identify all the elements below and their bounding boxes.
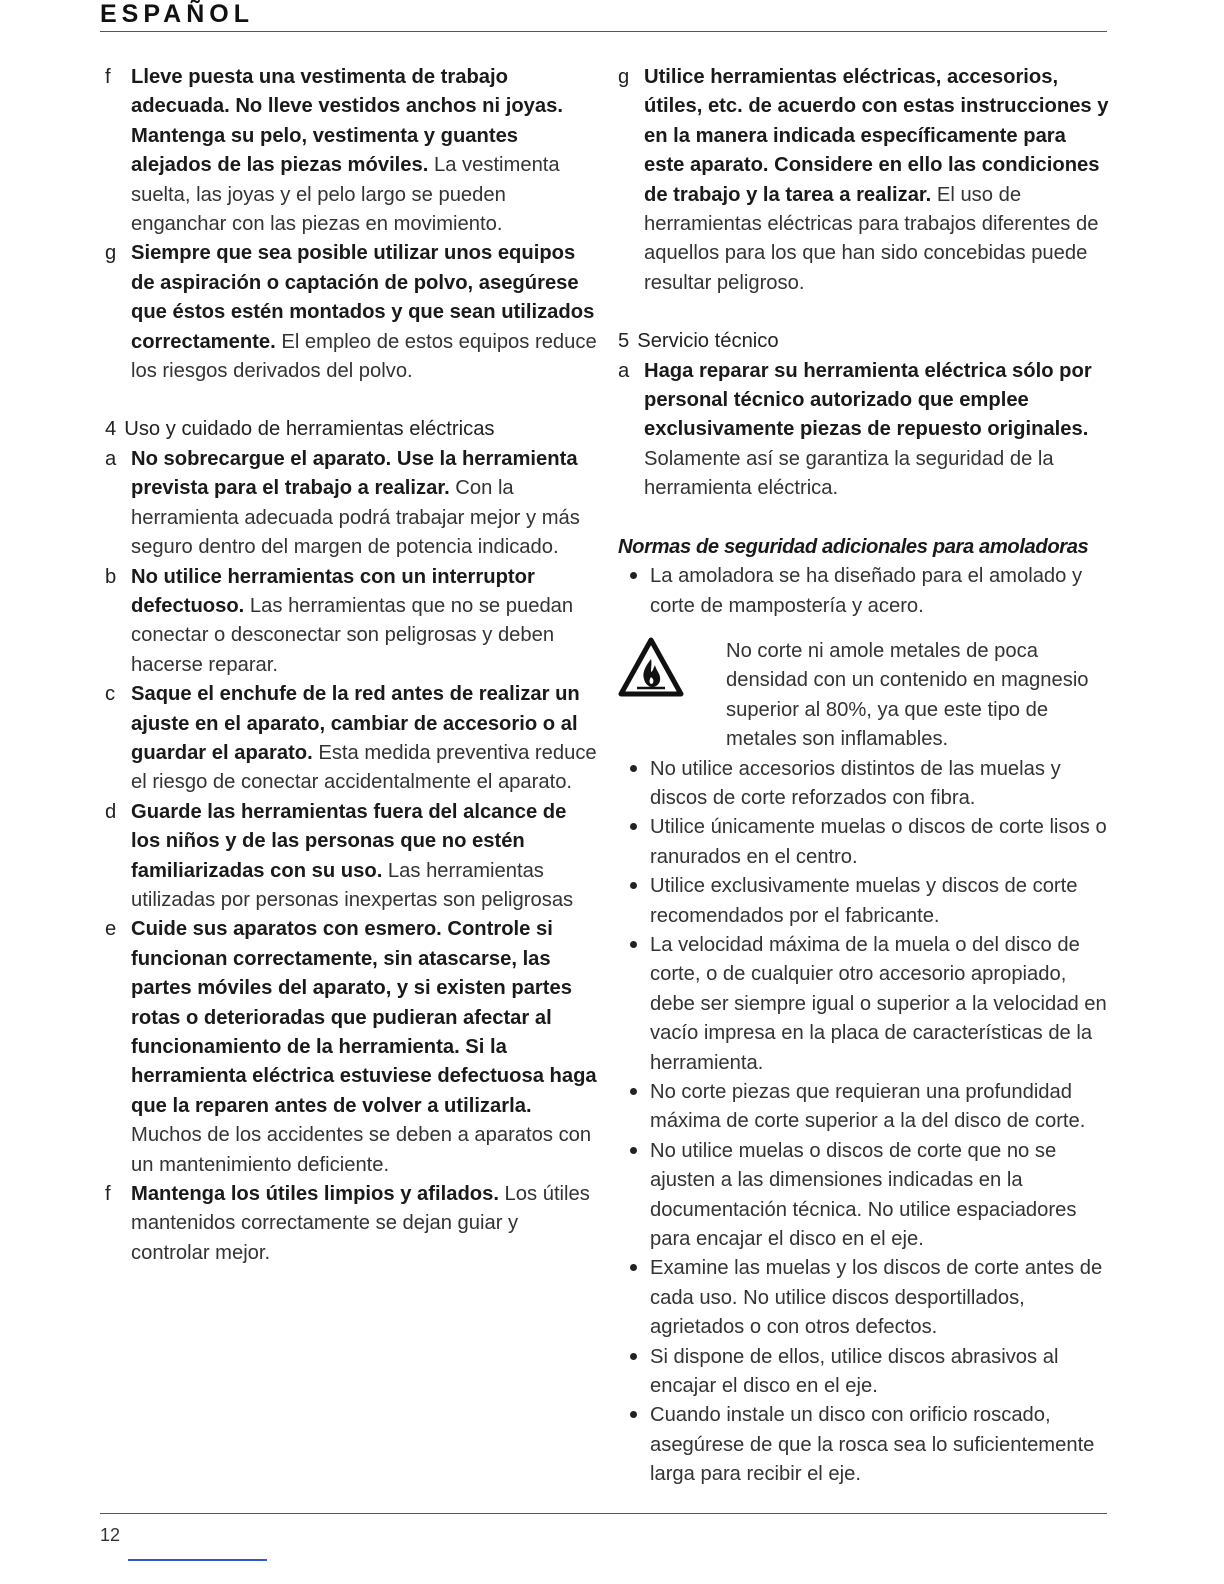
item-letter: a: [105, 447, 117, 470]
item-normal-text: Las herramientas utilizadas por personas inexpertas son peligrosas: [131, 859, 574, 911]
safety-item-a: [105, 445, 600, 563]
bullet-text: No utilice accesorios distintos de las muelas y discos de corte reforzados con fibra.: [650, 757, 1061, 809]
bullet-dot-icon: [630, 1353, 637, 1360]
bullet-text: No corte piezas que requieran una profundidad máxima de corte superior a la del disco de corte.: [650, 1081, 1086, 1133]
item-bold-text: Siempre que sea posible utilizar unos equipos de aspiración o captación de polvo, asegúrese que éstos estén montados y que sean utilizados correctamente.: [131, 242, 595, 353]
flammable-warning-icon: [618, 637, 684, 697]
item-bold-text: Guarde las herramientas fuera del alcance de los niños y de las personas que no estén familiarizadas con su uso.: [131, 800, 567, 882]
section-heading-5: [618, 327, 1110, 356]
bullet-item: [618, 813, 1110, 872]
safety-item-g-right: [618, 63, 1110, 298]
item-letter: d: [105, 800, 117, 823]
bullet-text: Utilice únicamente muelas o discos de corte lisos o ranurados en el centro.: [650, 816, 1107, 868]
item-normal-text: Con la herramienta adecuada podrá trabajar mejor y más seguro dentro del margen de potencia indicado.: [131, 477, 580, 559]
safety-item-c: [105, 680, 600, 798]
safety-item-f: [105, 63, 600, 239]
bullet-text: No utilice muelas o discos de corte que no se ajusten a las dimensiones indicadas en la documentación técnica. No utilice espaciadores para encajar el disco en el eje.: [650, 1139, 1077, 1251]
safety-item-g: [105, 239, 600, 386]
safety-item-b: [105, 563, 600, 681]
item-bold-text: Lleve puesta una vestimenta de trabajo adecuada. No lleve vestidos anchos ni joyas. Mantenga su pelo, vestimenta y guantes alejados de las piezas móviles.: [131, 66, 563, 177]
item-bold-text: Saque el enchufe de la red antes de realizar un ajuste en el aparato, cambiar de accesorio o al guardar el aparato.: [131, 683, 580, 764]
header-divider: [100, 31, 1107, 32]
bullet-item: [618, 1078, 1110, 1137]
item-bold-text: Haga reparar su herramienta eléctrica sólo por personal técnico autorizado que emplee exclusivamente piezas de repuesto originales.: [644, 359, 1092, 441]
bullet-dot-icon: [630, 572, 637, 579]
bullet-dot-icon: [630, 1264, 637, 1271]
footer-divider: [100, 1513, 1107, 1514]
page-number: 12: [100, 1525, 121, 1545]
item-letter: b: [105, 565, 117, 588]
bullet-dot-icon: [630, 1147, 637, 1154]
section-number: 5: [618, 330, 630, 353]
item-bold-text: No utilice herramientas con un interruptor defectuoso.: [131, 565, 535, 617]
bullet-dot-icon: [630, 941, 637, 948]
page-header-title: ESPAÑOL: [100, 0, 254, 28]
bullet-text: La amoladora se ha diseñado para el amolado y corte de mampostería y acero.: [650, 565, 1083, 617]
warning-block: [618, 637, 1110, 755]
item-bold-text: Cuide sus aparatos con esmero. Controle si funcionan correctamente, sin atascarse, las partes móviles del aparato, y si existen partes rotas o deterioradas que pudieran afectar al funcionamiento de la herramienta. Si la herramienta eléctrica estuviese defectuosa haga que la reparen antes de volver a utilizarla.: [131, 918, 597, 1117]
safety-item-e: [105, 915, 600, 1180]
bullet-dot-icon: [630, 1088, 637, 1095]
bullet-text: Si dispone de ellos, utilice discos abrasivos al encajar el disco en el eje.: [650, 1345, 1059, 1398]
safety-item-f2: [105, 1180, 600, 1268]
item-letter: g: [618, 66, 630, 88]
footer-link-underline: [128, 1559, 267, 1561]
bullet-item: [618, 1343, 1110, 1402]
item-normal-text: Solamente así se garantiza la seguridad de la herramienta eléctrica.: [644, 447, 1054, 500]
right-column: [618, 63, 1110, 1490]
safety-item-a-right: [618, 357, 1110, 504]
bullet-item: [618, 872, 1110, 931]
item-letter: f: [105, 1183, 111, 1206]
section-number: 4: [105, 418, 117, 441]
bullet-text: Cuando instale un disco con orificio roscado, asegúrese de que la rosca sea lo suficientemente larga para recibir el eje.: [650, 1404, 1095, 1486]
bullet-dot-icon: [630, 823, 637, 830]
item-normal-text: Muchos de los accidentes se deben a aparatos con un mantenimiento deficiente.: [131, 1124, 592, 1176]
item-normal-text: El uso de herramientas eléctricas para trabajos diferentes de aquellos para los que han sido concebidas puede resultar peligroso.: [644, 183, 1099, 294]
item-bold-text: Mantenga los útiles limpios y afilados.: [131, 1183, 499, 1206]
item-letter: e: [105, 918, 117, 941]
item-normal-text: El empleo de estos equipos reduce los riesgos derivados del polvo.: [131, 330, 597, 383]
bullet-item: [618, 1254, 1110, 1342]
item-normal-text: Las herramientas que no se puedan conectar o desconectar son peligrosas y deben hacerse reparar.: [131, 594, 574, 676]
safety-item-d: [105, 798, 600, 916]
bullet-item: [618, 1137, 1110, 1255]
bullet-text: Utilice exclusivamente muelas y discos de corte recomendados por el fabricante.: [650, 875, 1078, 927]
item-normal-text: La vestimenta suelta, las joyas y el pelo largo se pueden enganchar con las piezas en movimiento.: [131, 154, 560, 236]
item-normal-text: Esta medida preventiva reduce el riesgo de conectar accidentalmente el aparato.: [131, 741, 597, 794]
section-title: Servicio técnico: [637, 330, 779, 353]
bullet-item: [618, 931, 1110, 1078]
warning-text: No corte ni amole metales de poca densidad con un contenido en magnesio superior al 80%, ya que este tipo de metales son inflamables.: [726, 639, 1089, 751]
bullet-dot-icon: [630, 882, 637, 889]
section-title: Uso y cuidado de herramientas eléctricas: [124, 418, 495, 441]
section-heading-4: [105, 415, 600, 444]
bullet-dot-icon: [630, 765, 637, 772]
item-bold-text: Utilice herramientas eléctricas, accesorios, útiles, etc. de acuerdo con estas instrucciones y en la manera indicada específicamente para este aparato. Considere en ello las condiciones de trabajo y la tarea a realizar.: [644, 66, 1109, 206]
bullet-text: La velocidad máxima de la muela o del disco de corte, o de cualquier otro accesorio apropiado, debe ser siempre igual o superior a la velocidad en vacío impresa en la placa de características de la herramienta.: [650, 933, 1107, 1074]
item-normal-text: Los útiles mantenidos correctamente se dejan guiar y controlar mejor.: [131, 1183, 590, 1264]
bullet-dot-icon: [630, 1411, 637, 1418]
item-letter: a: [618, 359, 630, 382]
bullet-item: [618, 1401, 1110, 1489]
item-bold-text: No sobrecargue el aparato. Use la herramienta prevista para el trabajo a realizar.: [131, 447, 578, 500]
bullet-item: [618, 562, 1110, 621]
item-letter: c: [105, 683, 116, 706]
left-column: [105, 63, 600, 1268]
bullet-item: [618, 755, 1110, 814]
additional-safety-heading: Normas de seguridad adicionales para amoladoras: [618, 535, 1089, 558]
item-letter: f: [105, 66, 111, 88]
bullet-text: Examine las muelas y los discos de corte antes de cada uso. No utilice discos desportillados, agrietados o con otros defectos.: [650, 1257, 1103, 1339]
item-letter: g: [105, 242, 117, 265]
